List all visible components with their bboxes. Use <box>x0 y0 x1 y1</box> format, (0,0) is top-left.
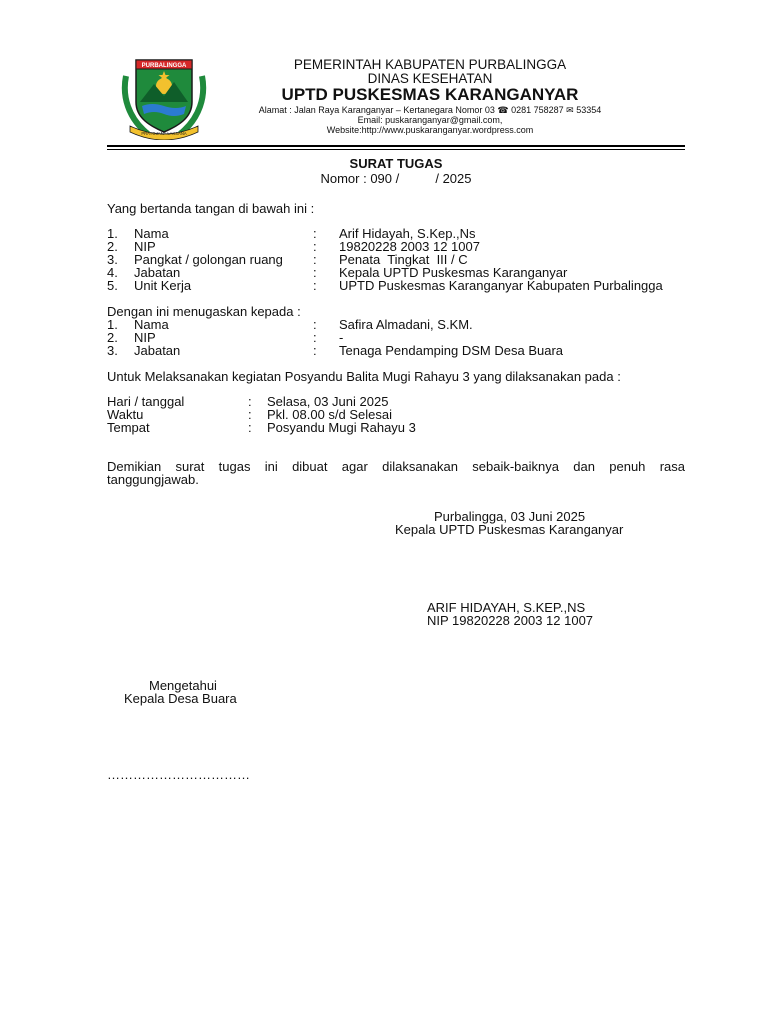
letterhead-website: Website:http://www.puskaranganyar.wordpress.com <box>326 125 534 135</box>
row-number: 3. <box>107 343 118 358</box>
row-value: Tenaga Pendamping DSM Desa Buara <box>339 343 564 358</box>
row-label: Pangkat / golongan ruang <box>134 252 283 267</box>
row-separator: : <box>248 407 252 422</box>
row-separator: : <box>313 343 317 358</box>
assignment-intro-text: Dengan ini menugaskan kepada : <box>107 304 301 319</box>
row-label: NIP <box>134 239 156 254</box>
letterhead-government: PEMERINTAH KABUPATEN PURBALINGGA <box>293 57 567 72</box>
letterhead-organization: UPTD PUSKESMAS KARANGANYAR <box>281 85 579 104</box>
row-label: Unit Kerja <box>134 278 192 293</box>
document-title: SURAT TUGAS <box>349 156 443 171</box>
row-number: 5. <box>107 278 118 293</box>
signer-nip: NIP 19820228 2003 12 1007 <box>427 613 594 628</box>
acknowledge-position: Kepala Desa Buara <box>124 691 237 706</box>
row-value: Pkl. 08.00 s/d Selesai <box>267 407 393 422</box>
acknowledge-signature-line: …………………………… <box>107 767 250 782</box>
row-number: 2. <box>107 330 118 345</box>
row-value: Posyandu Mugi Rahayu 3 <box>267 420 416 435</box>
row-separator: : <box>313 226 317 241</box>
intro-text: Yang bertanda tangan di bawah ini : <box>107 201 315 216</box>
row-number: 2. <box>107 239 118 254</box>
row-value: UPTD Puskesmas Karanganyar Kabupaten Purbalingga <box>339 278 663 293</box>
row-value: Penata Tingkat III / C <box>339 252 468 267</box>
row-label: Jabatan <box>134 265 181 280</box>
row-label: Hari / tanggal <box>107 394 185 409</box>
letterhead-address: Alamat : Jalan Raya Karanganyar – Kertanegara Nomor 03 ☎ 0281 758287 ✉ 53354 <box>258 105 602 115</box>
letterhead-email: Email: puskaranganyar@gmail.com, <box>357 115 503 125</box>
logo-banner-text: PURBALINGGA <box>141 63 187 69</box>
row-label: Jabatan <box>134 343 181 358</box>
signature-place-date: Purbalingga, 03 Juni 2025 <box>434 509 586 524</box>
row-label: Nama <box>134 317 169 332</box>
row-value: Kepala UPTD Puskesmas Karanganyar <box>339 265 568 280</box>
row-label: Nama <box>134 226 169 241</box>
purbalingga-crest-logo <box>118 56 210 140</box>
purpose-text: Untuk Melaksanakan kegiatan Posyandu Balita Mugi Rahayu 3 yang dilaksanakan pada : <box>107 369 621 384</box>
letterhead-divider-thin <box>107 149 685 150</box>
closing-text-line1: Demikian surat tugas ini dibuat agar dilaksanakan sebaik-baiknya dan penuh rasa <box>107 459 685 474</box>
letterhead-department: DINAS KESEHATAN <box>367 71 493 86</box>
acknowledge-label: Mengetahui <box>149 678 217 693</box>
row-label: NIP <box>134 330 156 345</box>
row-value: - <box>339 330 344 345</box>
letterhead-divider-thick <box>107 145 685 147</box>
document-number: Nomor : 090 / / 2025 <box>320 171 472 186</box>
signature-position: Kepala UPTD Puskesmas Karanganyar <box>395 522 624 537</box>
row-number: 1. <box>107 317 118 332</box>
row-label: Waktu <box>107 407 144 422</box>
row-number: 3. <box>107 252 118 267</box>
row-label: Tempat <box>107 420 150 435</box>
row-separator: : <box>248 394 252 409</box>
row-value: 19820228 2003 12 1007 <box>339 239 480 254</box>
row-value: Selasa, 03 Juni 2025 <box>267 394 389 409</box>
row-number: 4. <box>107 265 118 280</box>
logo-motto-text: PRAYOJANA LAKSANA <box>141 131 187 136</box>
row-value: Arif Hidayah, S.Kep.,Ns <box>339 226 476 241</box>
signer-name: ARIF HIDAYAH, S.KEP.,NS <box>427 600 586 615</box>
row-separator: : <box>313 317 317 332</box>
row-separator: : <box>313 239 317 254</box>
row-separator: : <box>313 252 317 267</box>
row-separator: : <box>248 420 252 435</box>
row-separator: : <box>313 278 317 293</box>
row-separator: : <box>313 265 317 280</box>
closing-text-line2: tanggungjawab. <box>107 472 199 487</box>
row-value: Safira Almadani, S.KM. <box>339 317 473 332</box>
row-separator: : <box>313 330 317 345</box>
row-number: 1. <box>107 226 118 241</box>
